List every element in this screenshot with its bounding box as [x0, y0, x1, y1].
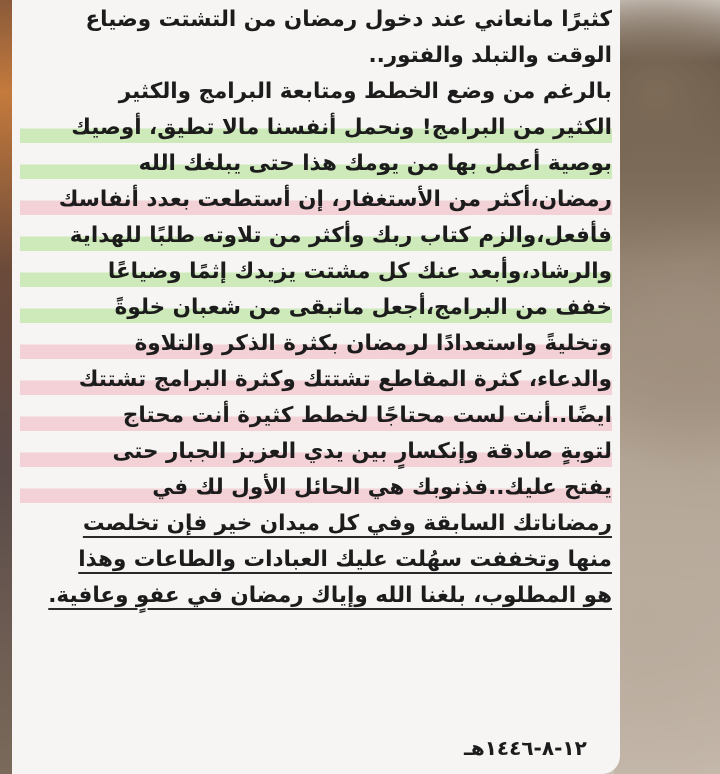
post-line-3: بالرغم من وضع الخطط ومتابعة البرامج والكثير [118, 79, 612, 104]
post-line-15: رمضاناتك السابقة وفي كل ميدان خير فإن تخلصت [82, 511, 612, 536]
post-body [20, 2, 612, 614]
background-photo-right [614, 0, 720, 774]
post-line-13: لتوبةٍ صادقة وإنكسارٍ بين يدي العزيز الجبار حتى [20, 434, 612, 470]
post-line-1: كثيرًا مانعاني عند دخول رمضان من التشتت وضياع [85, 7, 612, 32]
post-line-4: الكثير من البرامج! ونحمل أنفسنا مالا تطيق، أوصيك [20, 110, 612, 146]
post-line-11: والدعاء، كثرة المقاطع تشتتك وكثرة البرامج تشتتك [20, 362, 612, 398]
post-line-17: هو المطلوب، بلغنا الله وإياك رمضان في عفوٍ وعافية. [48, 583, 612, 608]
post-line-6: رمضان،أكثر من الأستغفار، إن أستطعت بعدد أنفاسك [20, 182, 612, 218]
post-line-10: وتخليةً واستعدادًا لرمضان بكثرة الذكر والتلاوة [20, 326, 612, 362]
post-line-5: بوصية أعمل بها من يومك هذا حتى يبلغك الله [20, 146, 612, 182]
post-line-14: يفتح عليك..فذنوبك هي الحائل الأول لك في [20, 470, 612, 506]
post-line-8: والرشاد،وأبعد عنك كل مشتت يزيدك إثمًا وضياعًا [20, 254, 612, 290]
post-line-12: ايضًا..أنت لست محتاجًا لخطط كثيرة أنت محتاج [20, 398, 612, 434]
post-line-2: الوقت والتبلد والفتور.. [368, 43, 612, 68]
post-line-16: منها وتخففت سهُلت عليك العبادات والطاعات وهذا [78, 547, 612, 572]
text-card [12, 0, 620, 774]
post-date: ١٢-٨-١٤٤٦هـ [464, 736, 587, 760]
post-line-9: خفف من البرامج،أجعل ماتبقى من شعبان خلوةً [20, 290, 612, 326]
post-line-7: فأفعل،والزم كتاب ربك وأكثر من تلاوته طلبًا للهداية [20, 218, 612, 254]
